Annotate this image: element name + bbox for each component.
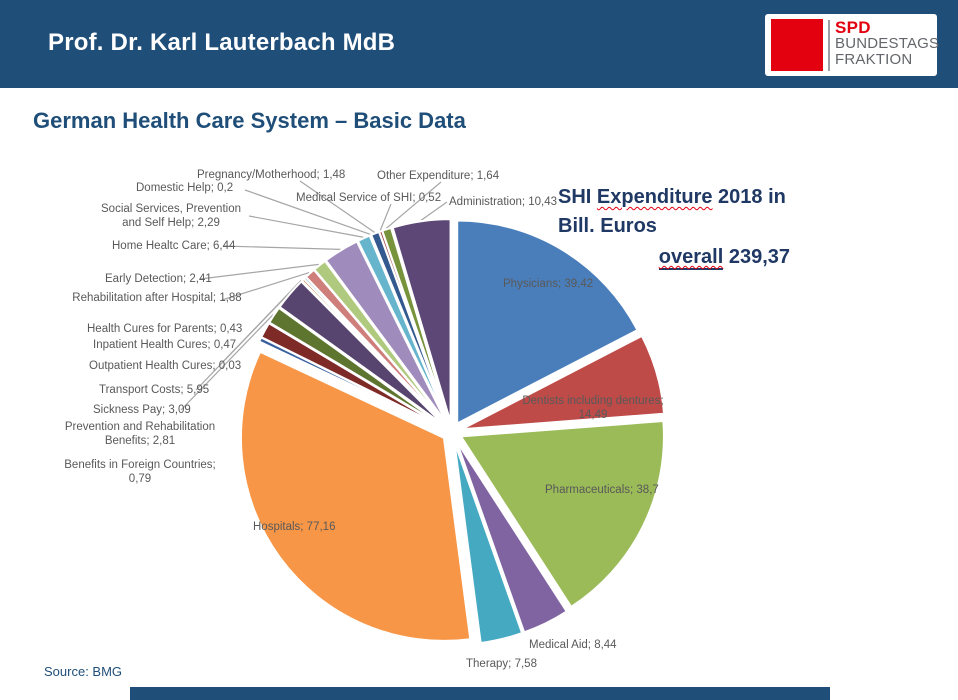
overall-word: overall xyxy=(658,246,724,268)
pie-label-administration: Administration; 10,43 xyxy=(449,196,558,208)
pie-label-prevention-rehab: Prevention and Rehabilitation Benefits; 2,81 xyxy=(64,421,216,447)
pie-label-benefits-foreign: Benefits in Foreign Countries; 0,79 xyxy=(64,459,216,485)
logo-fraktion-label: FRAKTION xyxy=(835,51,913,68)
pie-label-dentists: Dentists including dentures; 14,49 xyxy=(522,395,664,421)
source-note: Source: BMG xyxy=(44,664,123,679)
pie-label-other-expenditure: Other Expenditure; 1,64 xyxy=(377,170,500,182)
footer-bar xyxy=(130,687,830,700)
logo-bundestags-label: BUNDESTAGS xyxy=(835,35,940,52)
pie-label-home-health-care: Home Healtc Care; 6,44 xyxy=(112,240,236,252)
pie-label-outpatient-cures: Outpatient Health Cures; 0,03 xyxy=(89,360,242,372)
pie-label-sickness-pay: Sickness Pay; 3,09 xyxy=(93,404,191,416)
chart-title-wavy-word: Expenditure xyxy=(596,186,713,208)
pie-label-medical-service-shi: Medical Service of SHI; 0,52 xyxy=(296,192,442,204)
pie-label-pregnancy-motherhood: Pregnancy/Motherhood; 1,48 xyxy=(197,169,346,181)
pie-label-transport-costs: Transport Costs; 5,95 xyxy=(99,384,210,396)
logo-spd-label: SPD xyxy=(835,18,871,37)
leader-line-home-health-care xyxy=(223,246,340,249)
pie-label-domestic-help: Domestic Help; 0,2 xyxy=(136,182,234,194)
overall-value: 239,37 xyxy=(723,246,790,268)
leader-line-social-services xyxy=(249,216,363,237)
pie-label-medical-aid: Medical Aid; 8,44 xyxy=(529,639,617,651)
pie-label-physicians: Physicians; 39,42 xyxy=(503,278,594,290)
chart-title xyxy=(558,183,790,272)
pie-label-social-services: Social Services, Prevention and Self Help; 2,29 xyxy=(101,203,241,229)
pie-label-pharmaceuticals: Pharmaceuticals; 38,7 xyxy=(545,484,659,496)
pie-label-early-detection: Early Detection; 2,41 xyxy=(105,273,212,285)
pie-label-health-cures-parents: Health Cures for Parents; 0,43 xyxy=(87,323,243,335)
pie-label-therapy: Therapy; 7,58 xyxy=(466,658,537,670)
leader-line-early-detection xyxy=(200,264,319,279)
pie-label-inpatient-cures: Inpatient Health Cures; 0,47 xyxy=(93,339,237,351)
leader-line-pregnancy-motherhood xyxy=(300,181,375,232)
page-title: Prof. Dr. Karl Lauterbach MdB xyxy=(48,29,396,56)
chart-title-overall xyxy=(558,243,790,272)
pie-label-rehab-after-hospital: Rehabilitation after Hospital; 1,88 xyxy=(72,292,242,304)
chart-title-line2: Bill. Euros xyxy=(558,215,657,237)
pie-label-hospitals: Hospitals; 77,16 xyxy=(253,521,336,533)
chart-title-line1: SHI Expenditure 2018 in xyxy=(558,186,786,208)
slide-title: German Health Care System – Basic Data xyxy=(33,108,466,133)
